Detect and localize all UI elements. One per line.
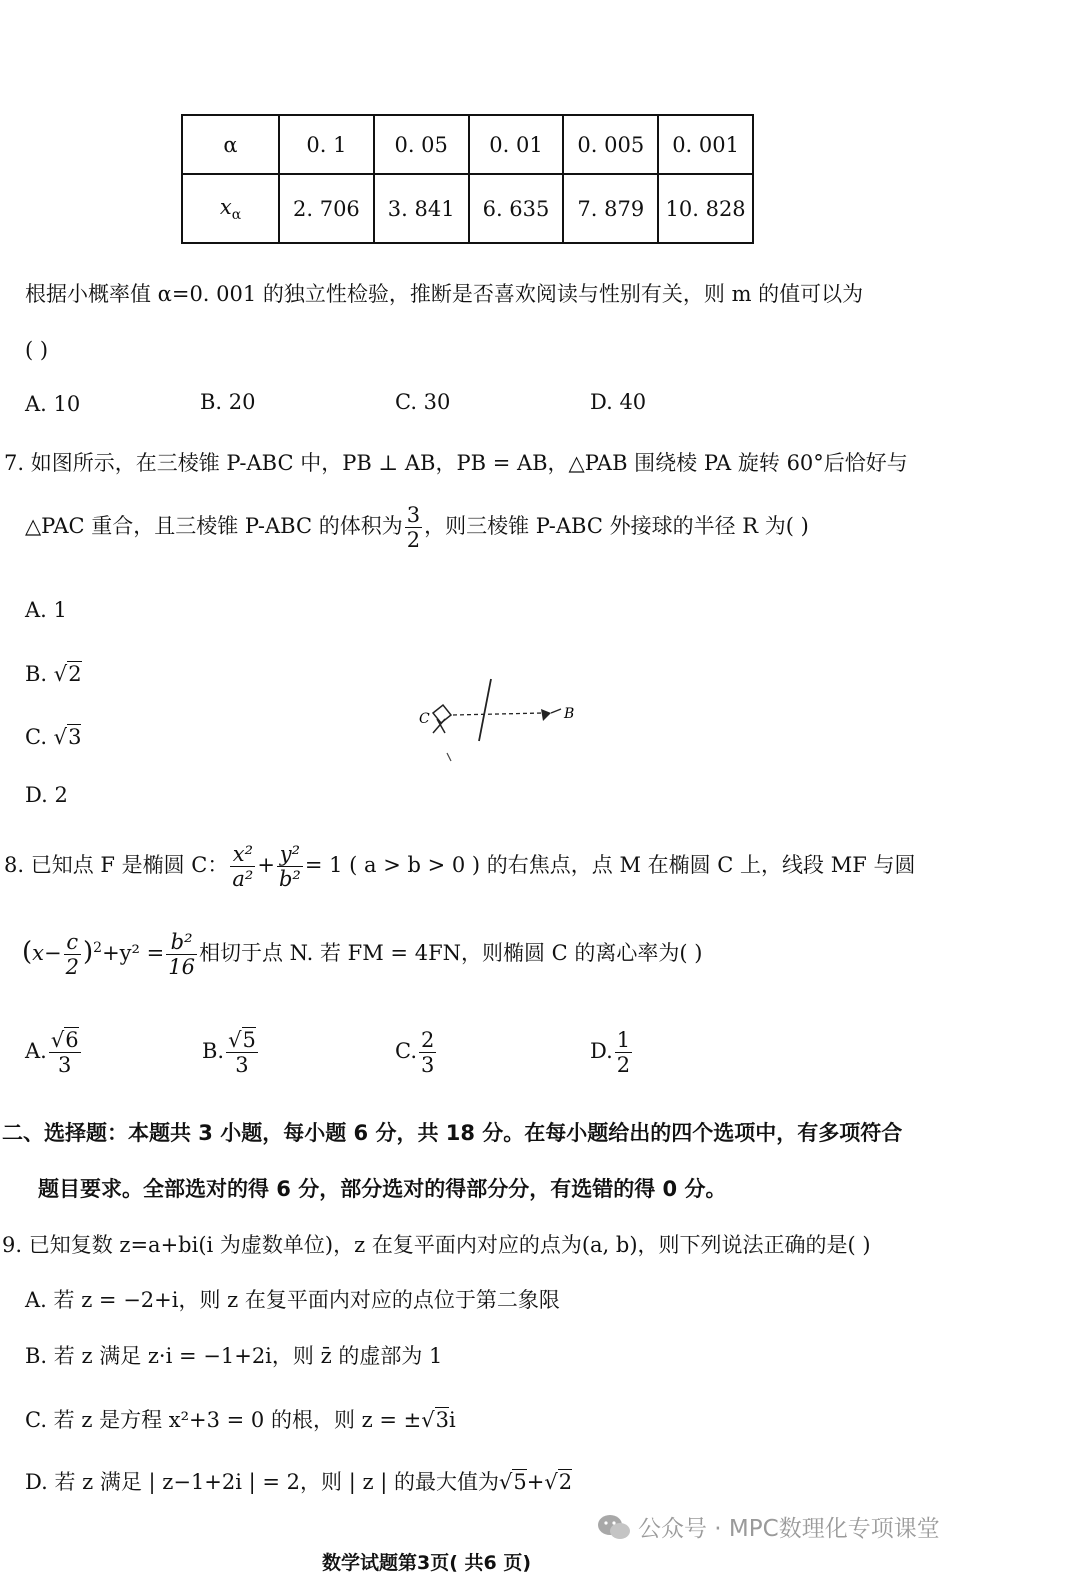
table-cell: 10. 828 (658, 174, 753, 243)
fraction-denominator: a² (232, 867, 254, 892)
radicand: 2 (558, 1470, 573, 1494)
table-row (182, 115, 753, 174)
alpha-symbol: α (223, 132, 238, 157)
q8-option-b (202, 1028, 260, 1077)
table-cell: 0. 005 (563, 115, 658, 174)
option-text: C. 若 z 是方程 x²+3 = 0 的根，则 z = ± (25, 1408, 422, 1432)
option-label: C. (25, 725, 54, 749)
option-fraction (615, 1028, 632, 1077)
q6-answer-blank: ( ) (25, 338, 49, 362)
table-header-cell (182, 115, 279, 174)
fraction-denominator: b² (278, 867, 301, 892)
watermark-text: 公众号 · MPC数理化专项课堂 (638, 1516, 940, 1542)
page-footer: 数学试题第3页( 共6 页) (322, 1552, 532, 1574)
fraction-numerator: 1 (616, 1028, 631, 1052)
q9-option-b: B. 若 z 满足 z·i = −1+2i，则 z̄ 的虚部为 1 (25, 1344, 443, 1368)
fraction-denominator: 16 (168, 955, 195, 980)
circle-x-term: x− (32, 941, 62, 966)
table-cell: 0. 001 (658, 115, 753, 174)
x-symbol: x (219, 194, 232, 219)
option-label: A. (25, 1039, 47, 1064)
dashed-edge (453, 713, 543, 715)
tetrahedron-sketch-figure (415, 675, 595, 770)
table-cell: 6. 635 (469, 174, 564, 243)
option-fraction: $\frac{√6}{3}$ (50, 1028, 79, 1078)
circle-radius-sq (166, 930, 197, 979)
option-label: B. (202, 1039, 225, 1064)
left-paren: ( (22, 937, 33, 968)
critical-value-table (181, 114, 754, 244)
sketch-mark (551, 709, 561, 713)
q9-option-c: C. 若 z 是方程 x²+3 = 0 的根，则 z = ±√3i (25, 1408, 456, 1432)
q8-option-a (25, 1028, 83, 1077)
table-cell: 3. 841 (374, 174, 469, 243)
q8-stem-line2: (x− $\frac{c}{2}$ )$^2$+y² = $\frac{\text{b²}}{16}$ 相切于点 N. 若 FM = 4FN，则椭圆 C 的离心率为( ) (22, 930, 703, 980)
option-text-tail: i (449, 1408, 456, 1432)
table-cell: 0. 1 (279, 115, 374, 174)
q7-stem-line1: 7. 如图所示，在三棱锥 P-ABC 中，PB ⊥ AB，PB = AB，△PAB 围绕棱 PA 旋转 60°后恰好与 (4, 451, 908, 475)
option-fraction: $\frac{√5}{3}$ (228, 1028, 256, 1078)
q8-option-d (590, 1028, 634, 1077)
q9-option-d: D. 若 z 满足 | z−1+2i | = 2，则 | z | 的最大值为√5+√2 (25, 1470, 573, 1494)
point-b-mark (541, 709, 551, 721)
q6-option-b: B. 20 (200, 390, 256, 414)
edge-line (479, 679, 491, 741)
fraction-numerator: 2 (421, 1028, 435, 1052)
fraction-denominator: 2 (406, 528, 421, 553)
q7-option-d: D. 2 (25, 783, 68, 807)
fraction-denominator: 2 (616, 1053, 631, 1078)
radicand: 5 (242, 1028, 256, 1052)
q7-stem-text: △PAC 重合，且三棱锥 P-ABC 的体积为 (25, 514, 403, 539)
q8-stem-text: 8. 已知点 F 是椭圆 C： (4, 853, 229, 878)
section-2-heading: 二、选择题：本题共 3 小题，每小题 6 分，共 18 分。在每小题给出的四个选项中，有多项符合 (2, 1121, 903, 1145)
fraction-numerator: y² (277, 842, 303, 867)
fraction-denominator: 3 (58, 1053, 72, 1078)
table-cell: 7. 879 (563, 174, 658, 243)
q9-option-a: A. 若 z = −2+i，则 z 在复平面内对应的点位于第二象限 (25, 1288, 560, 1312)
point-c-label: C (419, 711, 430, 727)
alpha-subscript: α (231, 206, 242, 223)
circle-c-over-2 (64, 930, 81, 979)
sketch-mark (447, 753, 451, 761)
option-fraction (419, 1028, 436, 1077)
option-label: D. (590, 1039, 613, 1064)
circle-y-term: +y² = (102, 941, 165, 966)
q8-stem-text-tail: = 1 ( a > b > 0 ) 的右焦点，点 M 在椭圆 C 上，线段 MF 与圆 (304, 853, 916, 878)
fraction-denominator: 3 (235, 1053, 249, 1078)
table-cell: 2. 706 (279, 174, 374, 243)
fraction-denominator: 3 (421, 1053, 435, 1078)
q7-option-a: A. 1 (25, 598, 67, 622)
q6-stem: 根据小概率值 α=0. 001 的独立性检验，推断是否喜欢阅读与性别有关，则 m 的值可以为 (25, 282, 864, 306)
watermark (596, 1510, 940, 1543)
table-cell: 0. 01 (469, 115, 564, 174)
q7-volume-fraction (405, 503, 422, 552)
q9-stem: 9. 已知复数 z=a+bi(i 为虚数单位)，z 在复平面内对应的点为(a, b)，则下列说法正确的是( ) (2, 1233, 871, 1257)
q7-stem-text-tail: ，则三棱锥 P-ABC 外接球的半径 R 为( ) (424, 514, 809, 539)
radicand: 2 (68, 662, 82, 686)
right-paren: ) (82, 937, 94, 968)
sketch-mark (433, 719, 445, 733)
table-header-cell (182, 174, 279, 243)
fraction-numerator: b² (166, 930, 197, 955)
fraction-denominator: 2 (65, 955, 79, 980)
radicand: 3 (68, 725, 82, 749)
q8-option-c (395, 1028, 438, 1077)
option-text: D. 若 z 满足 | z−1+2i | = 2，则 | z | 的最大值为 (25, 1470, 499, 1494)
fraction-numerator: 3 (406, 503, 421, 527)
plus-sign: + (257, 853, 275, 878)
radicand: 3 (435, 1408, 450, 1432)
q6-option-a: A. 10 (25, 392, 81, 416)
fraction-numerator: c (64, 930, 81, 955)
q6-option-d: D. 40 (590, 390, 647, 414)
wechat-icon (596, 1512, 632, 1542)
table-row (182, 174, 753, 243)
q6-option-c: C. 30 (395, 390, 451, 414)
plus-sign: + (526, 1470, 545, 1494)
point-b-label: B (564, 706, 575, 722)
q7-stem-line2 (25, 503, 809, 552)
table-cell: 0. 05 (374, 115, 469, 174)
ellipse-term-x (230, 842, 255, 891)
q8-stem-text-tail: 相切于点 N. 若 FM = 4FN，则椭圆 C 的离心率为( ) (198, 941, 703, 966)
ellipse-term-y (277, 842, 303, 891)
option-label: B. (25, 662, 54, 686)
radicand: 5 (513, 1470, 527, 1494)
option-label: C. (395, 1039, 417, 1064)
q7-option-b: B. √2 (25, 662, 82, 686)
fraction-numerator: x² (230, 842, 255, 867)
radicand: 6 (65, 1028, 79, 1052)
q7-option-c: C. √3 (25, 725, 82, 749)
q8-stem-line1 (4, 842, 915, 891)
sketch-mark (433, 705, 451, 723)
section-2-instructions: 题目要求。全部选对的得 6 分，部分选对的得部分分，有选错的得 0 分。 (38, 1177, 727, 1201)
